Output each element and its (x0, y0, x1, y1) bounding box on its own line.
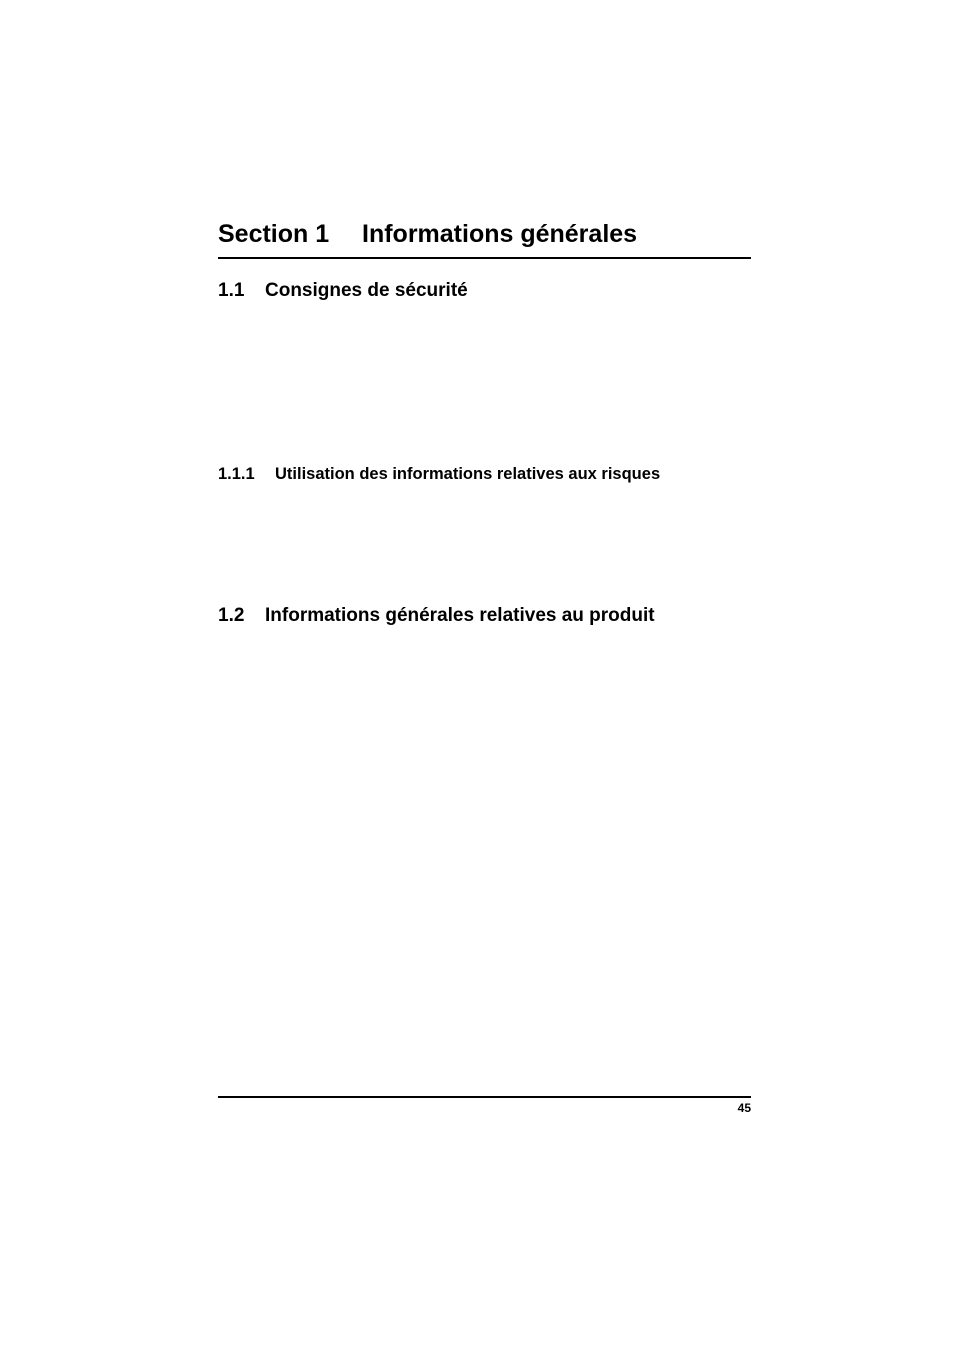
subsubsection-heading-1-1-1 (218, 464, 660, 484)
section-number: Section 1 (218, 220, 330, 248)
subsection-heading-1-1 (218, 279, 468, 303)
section-title-text: Informations générales (362, 220, 638, 248)
subsection-number: 1.1 (218, 280, 245, 301)
title-rule (218, 257, 751, 259)
subsection-number: 1.2 (218, 605, 245, 626)
subsection-heading-1-2 (218, 604, 655, 628)
page-number: 45 (737, 1101, 751, 1115)
subsubsection-number: 1.1.1 (218, 465, 255, 483)
footer-rule (218, 1096, 751, 1098)
subsection-title: Informations générales relatives au produit (265, 605, 655, 626)
subsubsection-title: Utilisation des informations relatives aux risques (275, 465, 661, 483)
section-title (218, 218, 751, 250)
subsection-title: Consignes de sécurité (265, 280, 468, 301)
